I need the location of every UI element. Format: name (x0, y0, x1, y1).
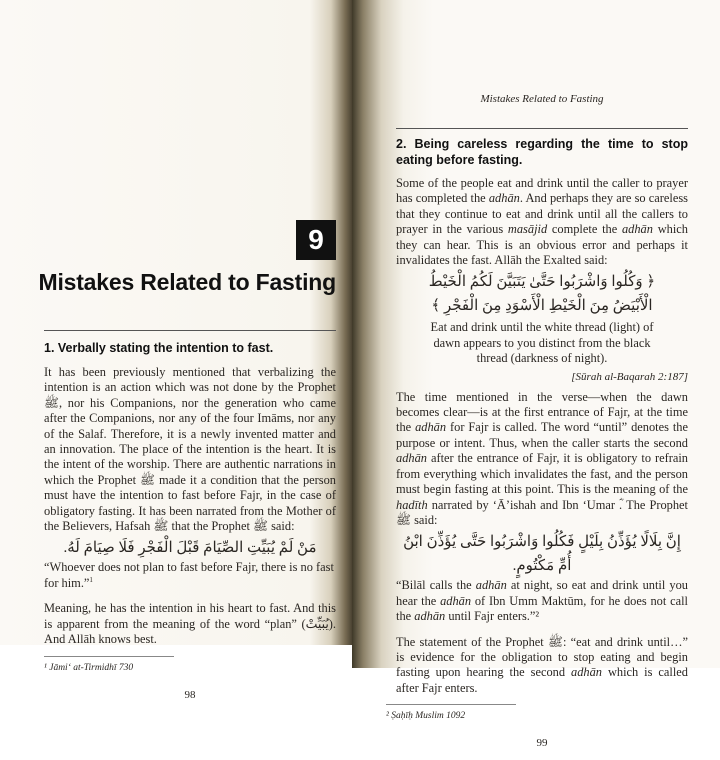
arabic-verse: ﴿ وَكُلُوا وَاشْرَبُوا حَتَّىٰ يَتَبَيَّنَ لَكُمُ الْخَيْطُ الْأَبْيَضُ مِنَ الْخَيْطِ الْأَسْوَدِ مِنَ الْفَجْرِ ﴾ (428, 274, 656, 315)
text-segment: until Fajr enters.”² (445, 609, 540, 624)
divider (44, 330, 336, 331)
quote-text: “Whoever does not plan to fast before Fajr, there is no fast for him.” (44, 560, 334, 590)
arabic-hadith: إِنَّ بِلَالًا يُؤَذِّنُ بِلَيْلٍ فَكُلُوا وَاشْرَبُوا حَتَّى يُؤَذِّنَ ابْنُ أُمِّ مَكْتُومٍ. (403, 534, 681, 575)
footnote: ² Ṣaḥīḥ Muslim 1092 (386, 711, 466, 722)
text-segment: Meaning, he has the intention in his heart to fast. And this is apparent from the meaning of the word “plan” (يُبَيِّتْ). And Allāh knows best. (44, 601, 336, 647)
text-segment: after the entrance of Fajr, it is obligatory to refrain from everything which invalidates the fast, and the person must begin fasting at this point. This is the meaning of the (396, 451, 688, 497)
text-segment: Some of the people eat and drink until the caller to prayer has completed the (396, 176, 688, 206)
text-segment: The time mentioned in the verse—when the dawn becomes clear—is at the first entrance of Fajr, at the time the (396, 389, 688, 435)
paragraph (44, 601, 336, 647)
text-segment: which they can hear. This is an obvious error and perhaps it invalidates the fast. Allāh the Exalted said: (396, 222, 688, 268)
verse-reference: [Sūrah al-Baqarah 2:187] (571, 370, 688, 383)
text-segment: It has been previously mentioned that verbalizing the intention is an action which was not done by the Prophet ﷺ, nor his Companions, nor the generation who came after the Companions, nor any of the four Imāms, nor any of the Salaf. Therefore, it is a newly invented matter and an innovation. The place of the intention is the heart. It is the intent of the worship. There are authentic narrations in which the Prophet ﷺ made it a condition that the person must have the intention to fast before Fajr, in the case of obligatory fasting. It has been narrated from the Mother of the Believers, Hafsah ﷺ that the Prophet ﷺ said: (44, 365, 336, 534)
italic-term: adhān (488, 191, 520, 206)
right-page (352, 0, 720, 750)
footnote-mark: 1 (89, 575, 93, 584)
left-column (38, 220, 336, 712)
italic-term: adhān (414, 609, 446, 624)
footnote-divider (44, 656, 174, 657)
section-heading: 2. Being careless regarding the time to stop eating before fasting. (396, 137, 688, 167)
page-number: 98 (184, 688, 196, 701)
page-number: 99 (536, 737, 548, 750)
text-segment: narrated by ‘Ā’ishah and Ibn ‘Umar ؓ. The Prophet ﷺ said: (396, 497, 688, 527)
paragraph (396, 635, 688, 697)
right-column (386, 92, 688, 760)
text-segment: complete the (547, 222, 622, 237)
running-head: Mistakes Related to Fasting (480, 93, 604, 105)
text-segment: . And perhaps they are so careless that they continue to eat and drink until all the callers to prayer in the various (396, 191, 688, 237)
paragraph (396, 390, 688, 529)
paragraph (44, 365, 336, 534)
paragraph (396, 578, 688, 624)
chapter-number-box: 9 (296, 220, 336, 260)
paragraph (396, 176, 688, 268)
text-segment: which is called after Fajr enters. (396, 665, 688, 695)
text-segment: of Ibn Umm Maktūm, for he does not call the (396, 593, 688, 624)
left-page (0, 0, 352, 701)
italic-term: adhān (475, 578, 507, 593)
italic-term: adhān (621, 222, 653, 237)
text-segment: “Bilāl calls the (396, 578, 476, 593)
italic-term: adhān (415, 420, 447, 435)
left-body (44, 365, 336, 648)
footnote: ¹ Jāmi‘ at-Tirmidhī 730 (44, 662, 134, 673)
italic-term: masājid (507, 222, 548, 237)
italic-term: hadīth (396, 497, 428, 512)
verse-translation: Eat and drink until the white thread (light) of dawn appears to you distinct from the black thread (darkness of night). (430, 320, 654, 366)
arabic-hadith: مَنْ لَمْ يُبَيِّتِ الصِّيَامَ قَبْلَ الْفَجْرِ فَلَا صِيَامَ لَهُ. (63, 540, 317, 557)
divider (396, 128, 688, 129)
footnote-divider (386, 704, 516, 705)
hadith-translation (44, 560, 336, 591)
italic-term: adhān (396, 451, 427, 466)
text-segment: The statement of the Prophet ﷺ: “eat and drink until…” is evidence for the obligation to stop eating and begin fasting upon hearing the second (396, 634, 688, 680)
chapter-title: Mistakes Related to Fasting (38, 269, 336, 295)
text-segment: at night, so eat and drink until you hear the (396, 578, 688, 608)
text-segment: for Fajr is called. The word “until” denotes the purpose or intent. Thus, when the caller starts the second (396, 420, 688, 450)
italic-term: adhān (571, 665, 602, 680)
section-heading: 1. Verbally stating the intention to fast. (44, 341, 274, 355)
italic-term: adhān (440, 593, 472, 608)
right-body (396, 176, 688, 696)
